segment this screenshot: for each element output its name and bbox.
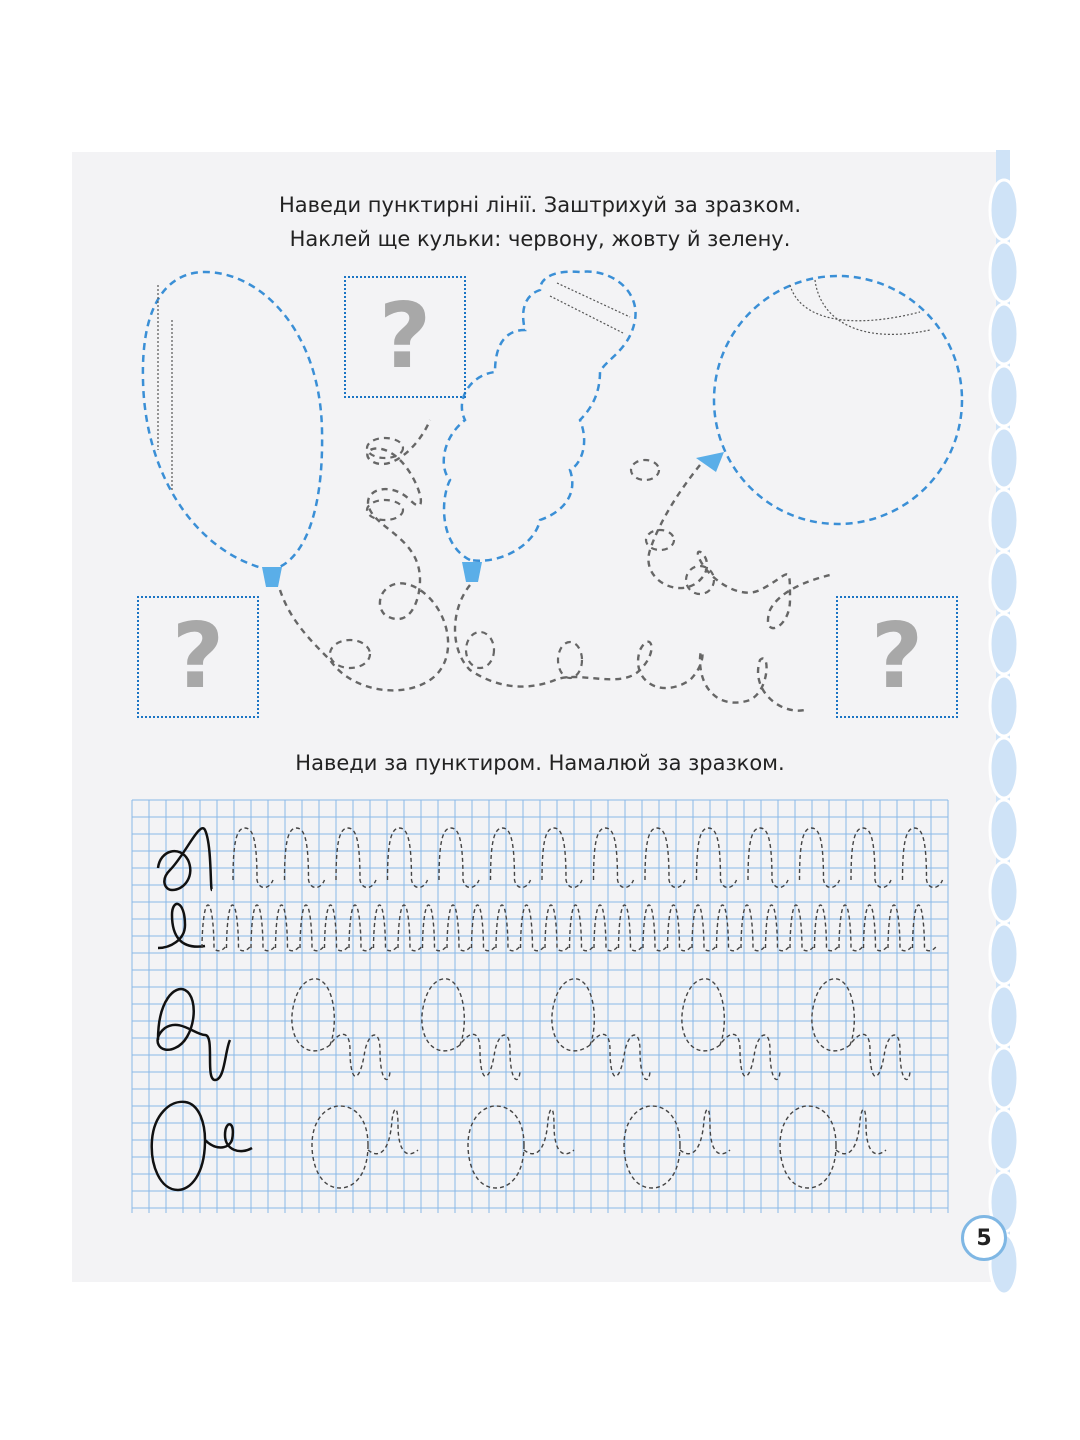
- trace-loop-small: [300, 905, 324, 951]
- trace-loop-tall: [645, 828, 685, 888]
- trace-loop-small: [276, 905, 300, 951]
- trace-circle-tail: [368, 1109, 418, 1154]
- trace-loop-big: [552, 979, 650, 1080]
- question-icon: ?: [378, 284, 432, 389]
- trace-loop-small: [913, 905, 937, 951]
- trace-circle-tail: [680, 1109, 730, 1154]
- sample-loop-small: [158, 904, 205, 948]
- trace-loop-small: [447, 905, 471, 951]
- trace-loop-small: [864, 905, 888, 951]
- sample-loop-big: [158, 989, 230, 1080]
- trace-loop-tall: [439, 828, 479, 888]
- trace-loop-tall: [542, 828, 582, 888]
- trace-loop-small: [227, 905, 251, 951]
- trace-loop-small: [839, 905, 863, 951]
- trace-circle: [312, 1106, 368, 1188]
- trace-loop-small: [570, 905, 594, 951]
- trace-loop-tall: [697, 828, 737, 888]
- trace-loop-small: [398, 905, 422, 951]
- sample-circle: [152, 1102, 205, 1190]
- trace-loop-big: [292, 979, 390, 1080]
- trace-loop-small: [251, 905, 275, 951]
- trace-loop-big: [422, 979, 520, 1080]
- trace-loop-small: [374, 905, 398, 951]
- trace-loop-tall: [491, 828, 531, 888]
- trace-loop-small: [717, 905, 741, 951]
- trace-loop-tall: [233, 828, 273, 888]
- question-icon: ?: [870, 604, 924, 709]
- trace-loop-small: [619, 905, 643, 951]
- trace-loop-small: [815, 905, 839, 951]
- trace-loop-small: [202, 905, 226, 951]
- instruction-line-2: Наклей ще кульки: червону, жовту й зелену.: [289, 227, 791, 251]
- trace-circle: [624, 1106, 680, 1188]
- trace-loop-small: [496, 905, 520, 951]
- trace-loop-small: [521, 905, 545, 951]
- trace-loop-tall: [851, 828, 891, 888]
- trace-loop-small: [888, 905, 912, 951]
- trace-circle-tail: [524, 1109, 574, 1154]
- instruction-bottom: Наведи за пунктиром. Намалюй за зразком.: [295, 751, 785, 775]
- page-number: 5: [961, 1215, 1007, 1261]
- trace-loop-small: [790, 905, 814, 951]
- trace-circle: [780, 1106, 836, 1188]
- trace-loop-small: [423, 905, 447, 951]
- instruction-line-1: Наведи пунктирні лінії. Заштрихуй за зразком.: [278, 193, 802, 217]
- trace-loop-tall: [594, 828, 634, 888]
- question-icon: ?: [171, 604, 225, 709]
- trace-loop-small: [643, 905, 667, 951]
- trace-loop-big: [682, 979, 780, 1080]
- trace-loop-small: [472, 905, 496, 951]
- trace-loop-tall: [748, 828, 788, 888]
- trace-loop-small: [668, 905, 692, 951]
- trace-circle-tail: [836, 1109, 886, 1154]
- trace-loop-tall: [903, 828, 943, 888]
- trace-circle: [468, 1106, 524, 1188]
- trace-loop-tall: [800, 828, 840, 888]
- trace-loop-big: [812, 979, 910, 1080]
- trace-loop-small: [692, 905, 716, 951]
- trace-loop-small: [594, 905, 618, 951]
